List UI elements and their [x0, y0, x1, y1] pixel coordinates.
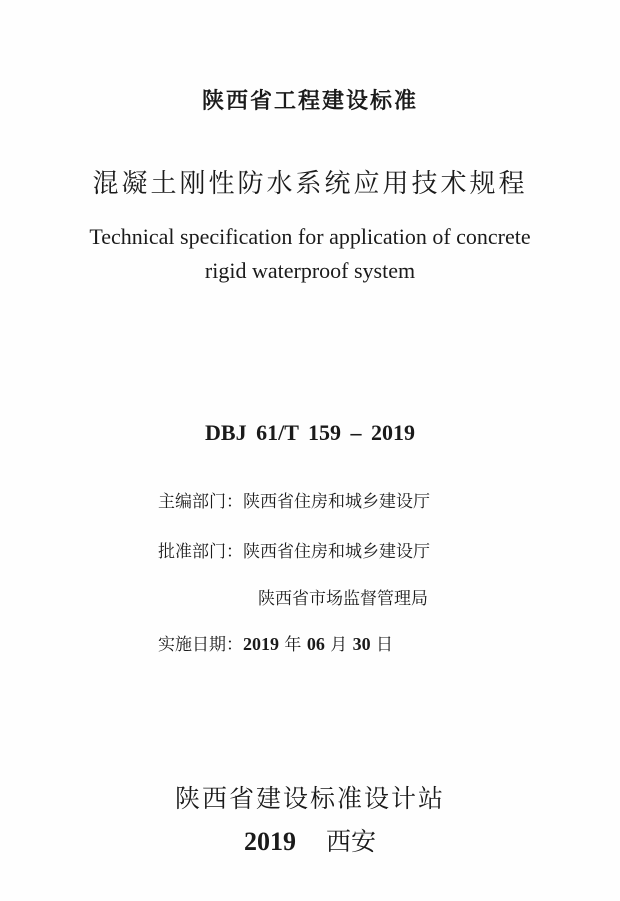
standard-category: 陕西省工程建设标准: [201, 89, 418, 114]
date-year: 2019: [243, 634, 279, 654]
approver-row: [158, 537, 430, 562]
date-day: 30: [352, 634, 371, 654]
publisher-year: 2019: [243, 827, 296, 856]
title-english: [0, 220, 620, 288]
publisher-year-city: [0, 822, 620, 858]
editor-label: 主编部门：: [158, 492, 243, 512]
date-label: 实施日期：: [158, 635, 243, 655]
date-day-unit: 日: [376, 635, 394, 655]
effective-date-row: [158, 630, 393, 655]
editor-value: 陕西省住房和城乡建设厅: [243, 492, 430, 512]
approver-label: 批准部门：: [158, 542, 243, 562]
title-english-line-2: rigid waterproof system: [204, 258, 416, 283]
approver-value-2: 陕西省市场监督管理局: [258, 589, 428, 609]
publisher-city: 西安: [325, 827, 376, 856]
title-english-line-1: Technical specification for application of concrete: [89, 224, 531, 249]
date-year-unit: 年: [284, 635, 302, 655]
approver-value-1: 陕西省住房和城乡建设厅: [243, 542, 430, 562]
title-chinese: 混凝土刚性防水系统应用技术规程: [92, 169, 528, 199]
publisher-name: 陕西省建设标准设计站: [174, 784, 445, 813]
date-month-unit: 月: [330, 635, 348, 655]
date-month: 06: [306, 634, 325, 654]
approver-row-2: [258, 584, 428, 609]
editor-row: [158, 487, 430, 512]
standard-code: DBJ 61/T 159 – 2019: [205, 420, 415, 445]
